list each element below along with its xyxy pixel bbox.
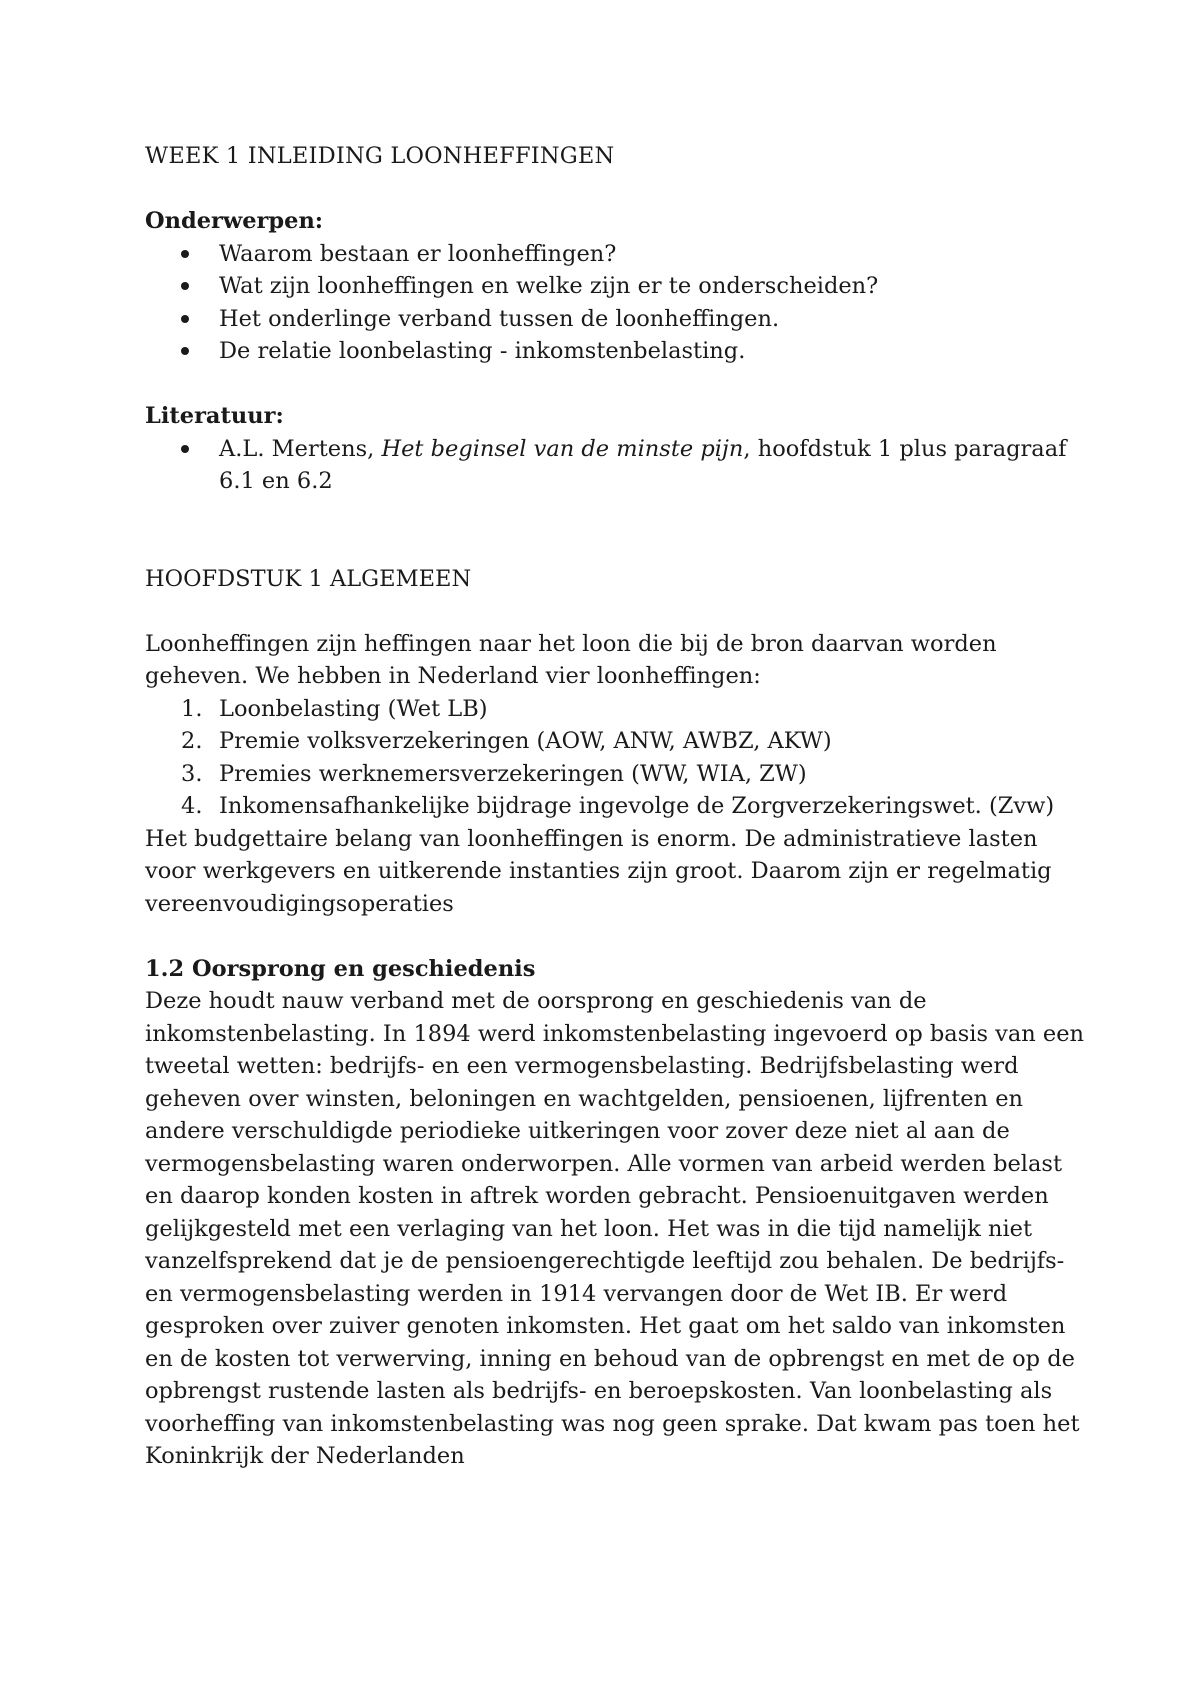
literature-chapters: , hoofdstuk 1 plus paragraaf 6.1 en 6.2 [219, 435, 1067, 494]
topics-list [145, 238, 1085, 368]
literature-list [145, 433, 1085, 498]
list-item: De relatie loonbelasting - inkomstenbelasting. [219, 335, 1085, 368]
list-text: Premie volksverzekeringen (AOW, ANW, AWBZ, AKW) [219, 728, 832, 754]
chapter-closing: Het budgettaire belang van loonheffingen is enorm. De administratieve lasten voor werkgevers en uitkerende instanties zijn groot. Daarom zijn er regelmatig vereenvoudigingsoperaties [145, 825, 1052, 917]
week-title: WEEK 1 INLEIDING LOONHEFFINGEN [145, 143, 615, 169]
list-item: Waarom bestaan er loonheffingen? [219, 238, 1085, 271]
literature-label: Literatuur: [145, 403, 284, 429]
spacer [145, 368, 1085, 401]
section-body: Deze houdt nauw verband met de oorsprong en geschiedenis van de inkomstenbelasting. In 1894 werd inkomstenbelasting ingevoerd op basis van een tweetal wetten: bedrijfs- en een vermogensbelasting. Bedrijfsbelasting werd geheven over winsten, beloningen en wachtgelden, pensioenen, lijfrenten en andere verschuldigde periodieke uitkeringen voor zover deze niet al aan de vermogensbelasting waren onderworpen. Alle vormen van arbeid werden belast en daarop konden kosten in aftrek worden gebracht. Pensioenuitgaven werden gelijkgesteld met een verlaging van het loon. Het was in die tijd namelijk niet vanzelfsprekend dat je de pensioengerechtigde leeftijd zou behalen. De bedrijfs- en vermogensbelasting werden in 1914 vervangen door de Wet IB. Er werd gesproken over zuiver genoten inkomsten. Het gaat om het saldo van inkomsten en de kosten tot verwerving, inning en behoud van de opbrengst en met de op de opbrengst rustende lasten als bedrijfs- en beroepskosten. Van loonbelasting als voorheffing van inkomstenbelasting was nog geen sprake. Dat kwam pas toen het Koninkrijk der Nederlanden [145, 988, 1085, 1469]
list-item: Wat zijn loonheffingen en welke zijn er te onderscheiden? [219, 270, 1085, 303]
list-item: Het onderlinge verband tussen de loonheffingen. [219, 303, 1085, 336]
list-item [181, 790, 1085, 823]
literature-book-title: Het beginsel van de minste pijn [381, 435, 744, 462]
list-number: 4. [181, 793, 203, 819]
spacer [145, 173, 1085, 206]
list-item [181, 725, 1085, 758]
literature-author: A.L. Mertens, [219, 435, 382, 462]
literature-item [219, 433, 1085, 498]
list-item [181, 758, 1085, 791]
list-text: Inkomensafhankelijke bijdrage ingevolge de Zorgverzekeringswet. (Zvw) [219, 793, 1055, 819]
list-text: Premies werknemersverzekeringen (WW, WIA, ZW) [219, 760, 807, 787]
chapter-intro: Loonheffingen zijn heffingen naar het loon die bij de bron daarvan worden geheven. We hebben in Nederland vier loonheffingen: [145, 630, 997, 689]
chapter-title: HOOFDSTUK 1 ALGEMEEN [145, 565, 472, 592]
list-text: Loonbelasting (Wet LB) [219, 695, 488, 722]
list-item [181, 693, 1085, 726]
levies-list [145, 693, 1085, 823]
list-number: 3. [181, 760, 203, 787]
document-page [145, 140, 1085, 1473]
section-title: 1.2 Oorsprong en geschiedenis [145, 955, 536, 982]
list-number: 1. [181, 695, 203, 722]
spacer [145, 498, 1085, 563]
spacer [145, 920, 1085, 953]
topics-label: Onderwerpen: [145, 208, 324, 234]
list-number: 2. [181, 728, 203, 754]
spacer [145, 595, 1085, 628]
